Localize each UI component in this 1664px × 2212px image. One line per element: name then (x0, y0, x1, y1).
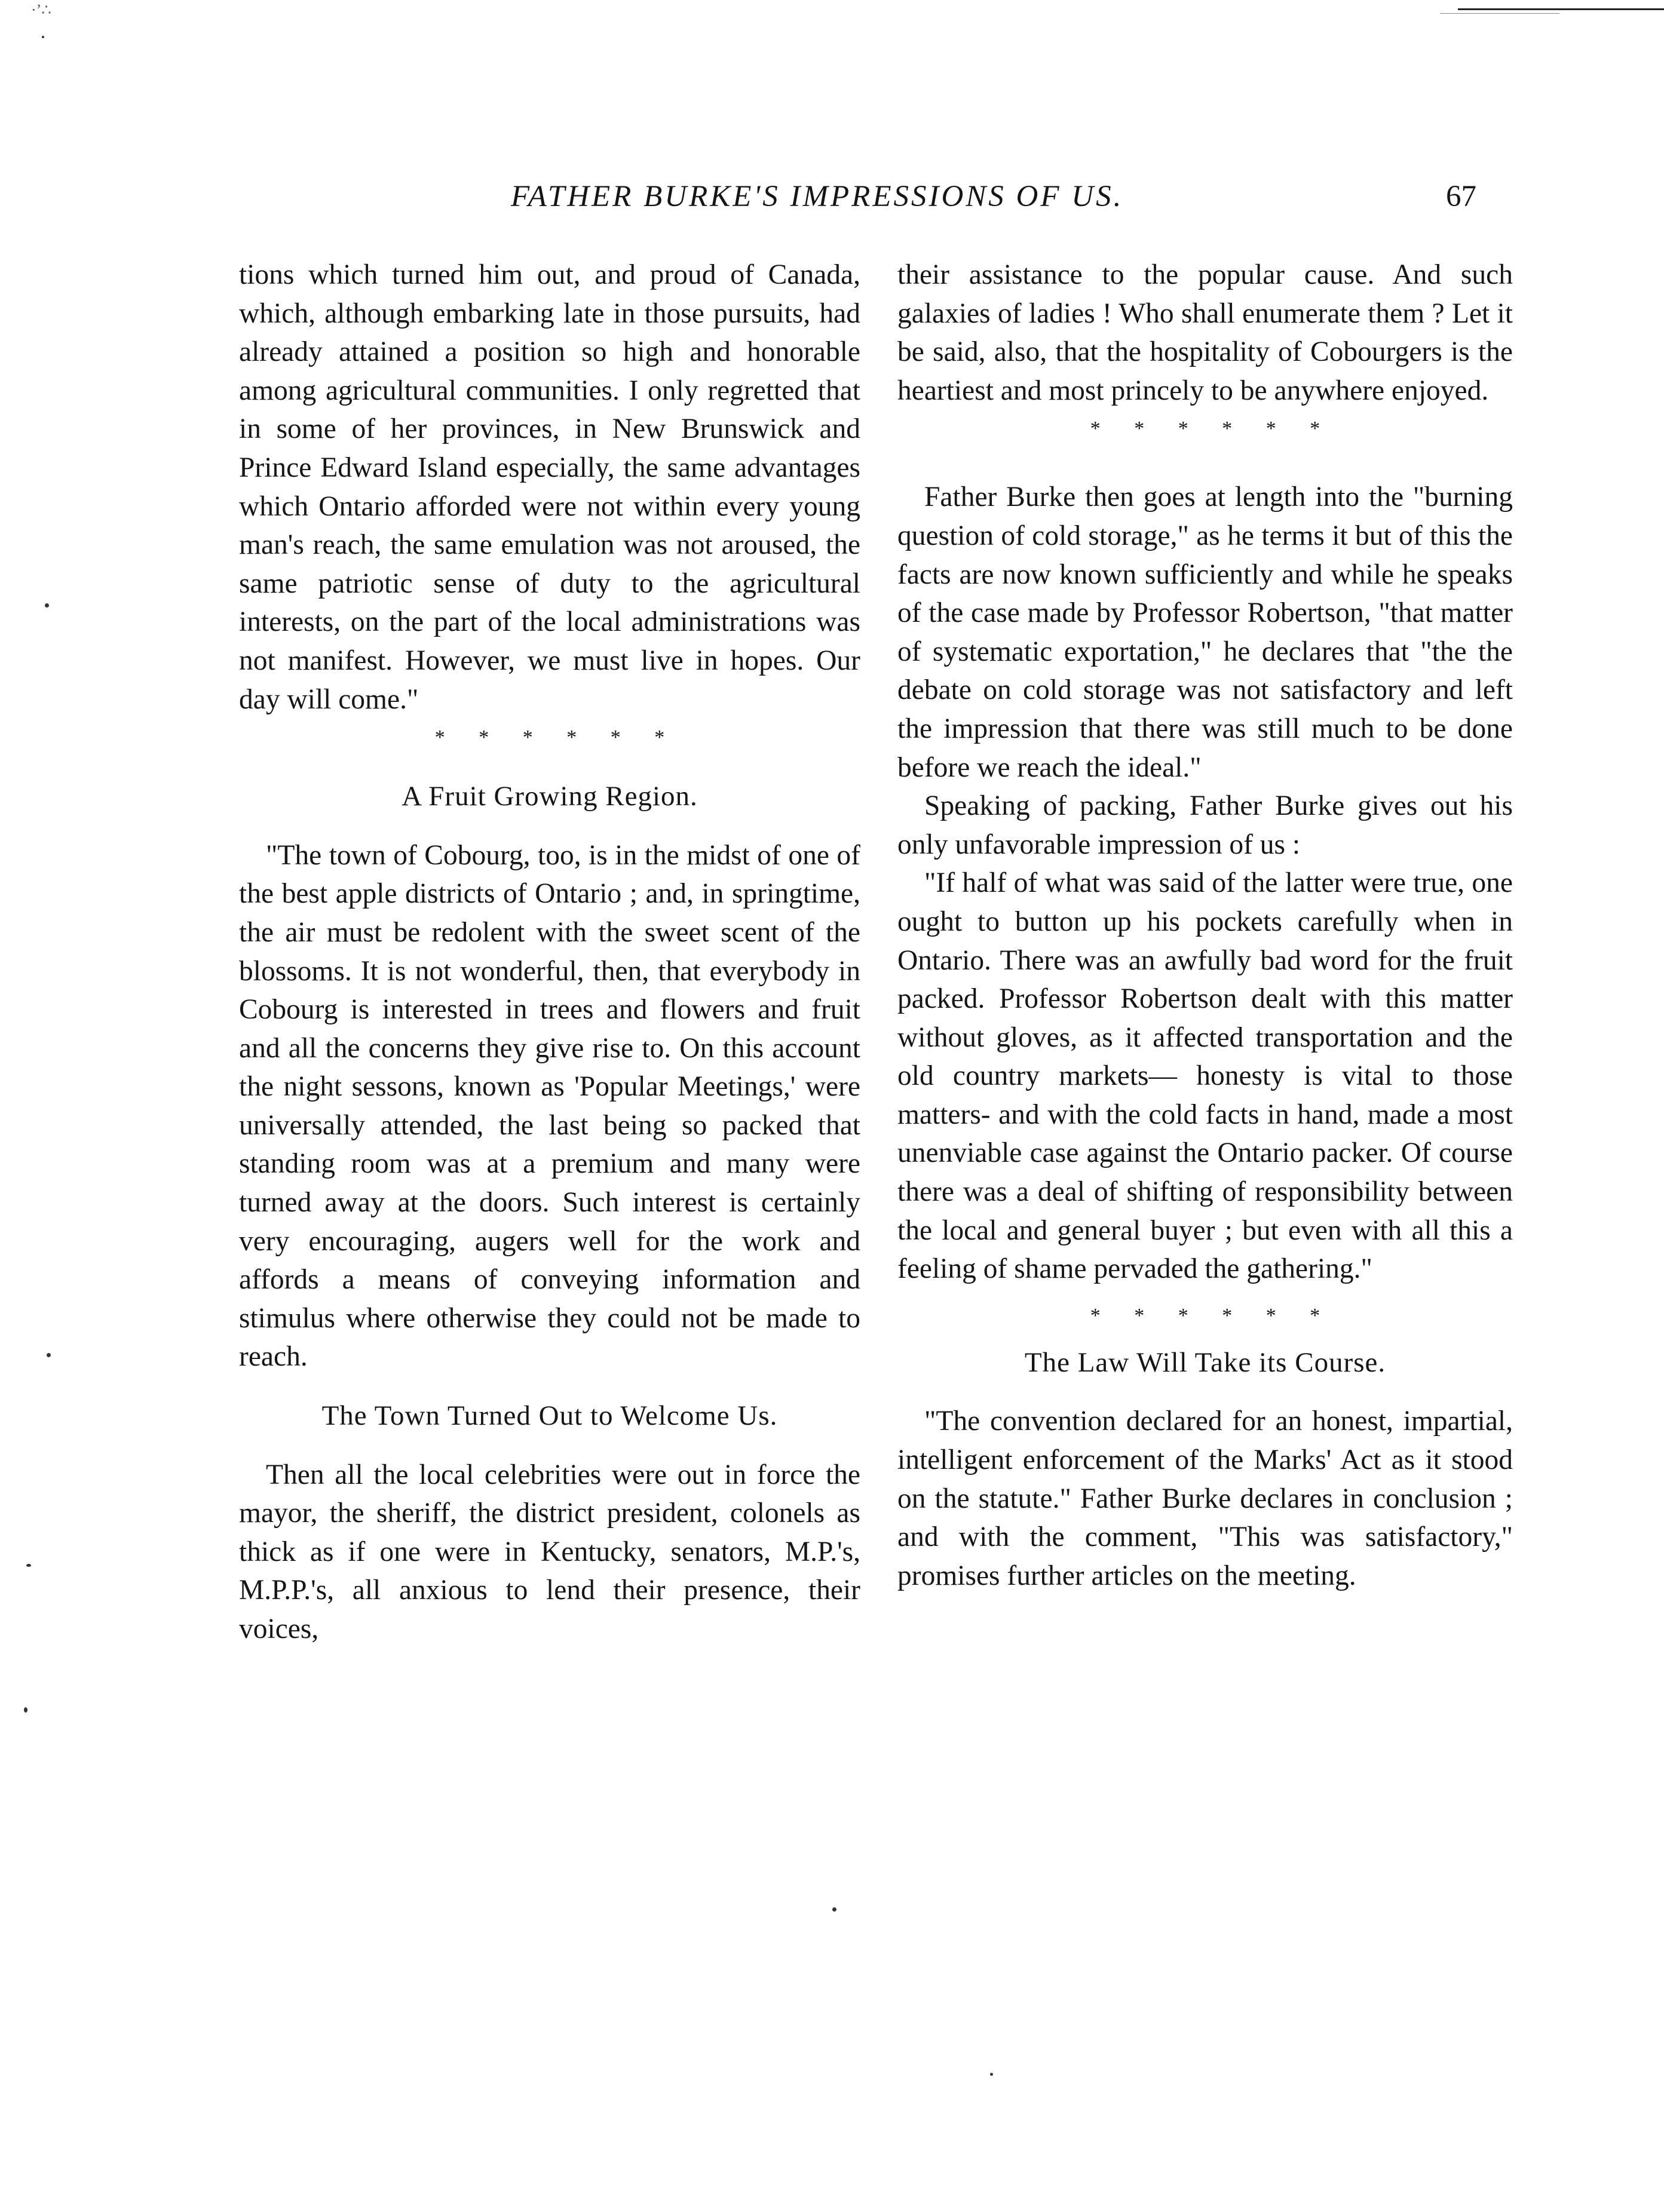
scan-speck (832, 1907, 836, 1912)
paragraph: "The town of Cobourg, too, is in the midst of one of the best apple districts of Ontario ; and, in springtime, the air must be redolent with the sweet scent of the blossoms. It is not wonderful, then, that everybody in Cobourg is interested in trees and flowers and fruit and all the concerns they give rise to. On this account the night sessons, known as 'Popular Meetings,' were universally attended, the last being so packed that standing room was at a premium and many were turned away at the doors. Such interest is certainly very encouraging, augers well for the work and affords a means of conveying information and stimulus where otherwise they could not be made to reach. (239, 839, 860, 1373)
scan-speck (47, 1353, 51, 1357)
section-heading: The Town Turned Out to Welcome Us. (321, 1400, 778, 1432)
scan-speck (45, 603, 49, 608)
paragraph: Father Burke then goes at length into the "burning question of cold storage," as he terms it but of this the facts are now known sufficiently and while he speaks of the case made by Professor Robertson, "that matter of systematic exportation," he declares that "the the debate on cold storage was not satisfactory and left the impression that there was still much to be done before we reach the ideal." (897, 481, 1513, 783)
paragraph: their assistance to the popular cause. And such galaxies of ladies ! Who shall enumerate them ? Let it be said, also, that the hospitality of Cobourgers is the heartiest and most princely to be anywhere enjoyed. (897, 259, 1513, 406)
paragraph: tions which turned him out, and proud of Canada, which, although embarking late in those pursuits, had already attained a position so high and honorable among agricultural communities. I only regretted that in some of her provinces, in New Brunswick and Prince Edward Island especially, the same advantages which Ontario afforded were not within every young man's reach, the same emulation was not aroused, the same patriotic sense of duty to the agricultural interests, on the part of the local administrations was not manifest. However, we must live in hopes. Our day will come." (239, 259, 860, 715)
section-separator: * * * * * * (1090, 1304, 1320, 1327)
section-separator: * * * * * * (1090, 418, 1320, 440)
running-title: FATHER BURKE'S IMPRESSIONS OF US. (511, 180, 1124, 213)
paragraph: Then all the local celebrities were out in force the mayor, the sheriff, the district president, colonels as thick as if one were in Kentucky, senators, M.P.'s, M.P.P.'s, all anxious to lend their presence, their voices, (239, 1459, 860, 1645)
paragraph: "The convention declared for an honest, impartial, intelligent enforcement of the Marks' Act as it stood on the statute." Father Burke declares in conclusion ; and with the comment, "This was satisfactory," promises further articles on the meeting. (897, 1406, 1513, 1591)
page-number: 67 (1446, 180, 1476, 213)
section-heading: The Law Will Take its Course. (1024, 1346, 1386, 1378)
scan-speck (990, 2073, 993, 2076)
right-column (897, 256, 1513, 1595)
corner-mark: ·ʼ∴ (31, 1, 51, 19)
top-edge-rule-thin (1440, 13, 1559, 14)
paragraph: "If half of what was said of the latter were true, one ought to button up his pockets carefully when in Ontario. There was an awfully bad word for the fruit packed. Professor Robertson dealt with this matter without gloves, as it affected transportation and the old country markets— honesty is vital to those matters- and with the cold facts in hand, made a most unenviable case against the Ontario packer. Of course there was a deal of shifting of responsibility between the local and general buyer ; but even with all this a feeling of shame pervaded the gathering." (897, 867, 1513, 1285)
scan-speck (26, 1564, 31, 1567)
scan-speck (42, 36, 44, 38)
top-edge-rule (1458, 8, 1664, 10)
scan-speck (24, 1707, 27, 1713)
paragraph: Speaking of packing, Father Burke gives out his only unfavorable impression of us : (897, 790, 1513, 860)
left-column (239, 256, 860, 1649)
section-heading: A Fruit Growing Region. (402, 781, 698, 812)
section-separator: * * * * * * (434, 726, 665, 749)
